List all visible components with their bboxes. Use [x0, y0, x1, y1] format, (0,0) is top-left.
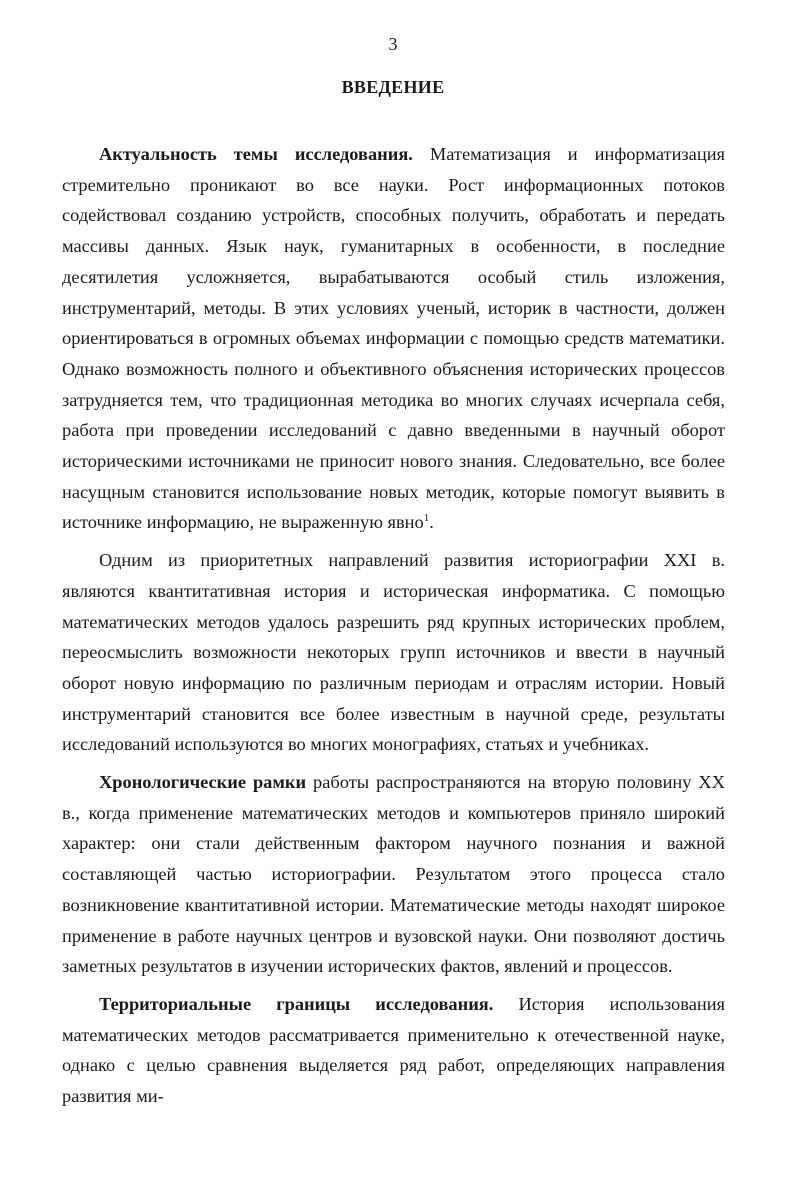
paragraph-text: История использования математических методов рассматривается применительно к отечественной науке, однако с целью сравнения выделяется ряд работ, определяющих направления развития ми- [62, 993, 726, 1107]
footnote-marker: 1 [423, 512, 430, 525]
paragraph-lead: Актуальность темы исследования. [99, 144, 413, 164]
body-text [62, 139, 725, 1119]
paragraph-text: Одним из приоритетных направлений развития историографии XXI в. являются квантитативная история и историческая информатика. С помощью математических методов удалось разрешить ряд крупных исторических проблем, переосмыслить возможности некоторых групп источников и ввести в научный оборот новую информацию по различным периодам и отраслям истории. Новый инструментарий становится все более известным в научной среде, результаты исследований используются во многих монографиях, статьях и учебниках. [62, 550, 725, 755]
paragraph-lead: Хронологические рамки [99, 772, 307, 793]
paragraph-text: Математизация и информатизация стремительно проникают во все науки. Рост информационных потоков содействовал созданию устройств, способных получить, обработать и передать массивы данных. Язык наук, гуманитарных в особенности, в последние десятилетия усложняется, вырабатываются особый стиль изложения, инструментарий, методы. В этих условиях ученый, историк в частности, должен ориентироваться в огромных объемах информации с помощью средств математики. Однако возможность полного и объективного объяснения исторических процессов затрудняется тем, что традиционная методика во многих случаях исчерпала себя, работа при проведении исследований с давно введенными в научный оборот историческими источниками не приносит нового знания. Следовательно, все более насущным становится использование новых методик, которые помогут выявить в источнике информацию, не выраженную явно [62, 144, 725, 533]
paragraph-relevance [62, 139, 725, 538]
paragraph-chronology [62, 767, 725, 982]
paragraph-lead: Территориальные границы исследования. [99, 993, 494, 1014]
page-number: 3 [388, 34, 398, 54]
paragraph-territory [62, 989, 725, 1112]
paragraph-priorities [62, 545, 725, 760]
paragraph-tail: . [429, 512, 434, 533]
page-title: ВВЕДЕНИЕ [341, 77, 445, 97]
paragraph-text: работы распространяются на вторую половину XX в., когда применение математических методов и компьютеров приняло широкий характер: они стали действенным фактором научного познания и важной составляющей частью историографии. Результатом этого процесса стало возникновение квантитативной истории. Математические методы находят широкое применение в работе научных центров и вузовской науки. Они позволяют достичь заметных результатов в изучении исторических фактов, явлений и процессов. [62, 772, 725, 977]
